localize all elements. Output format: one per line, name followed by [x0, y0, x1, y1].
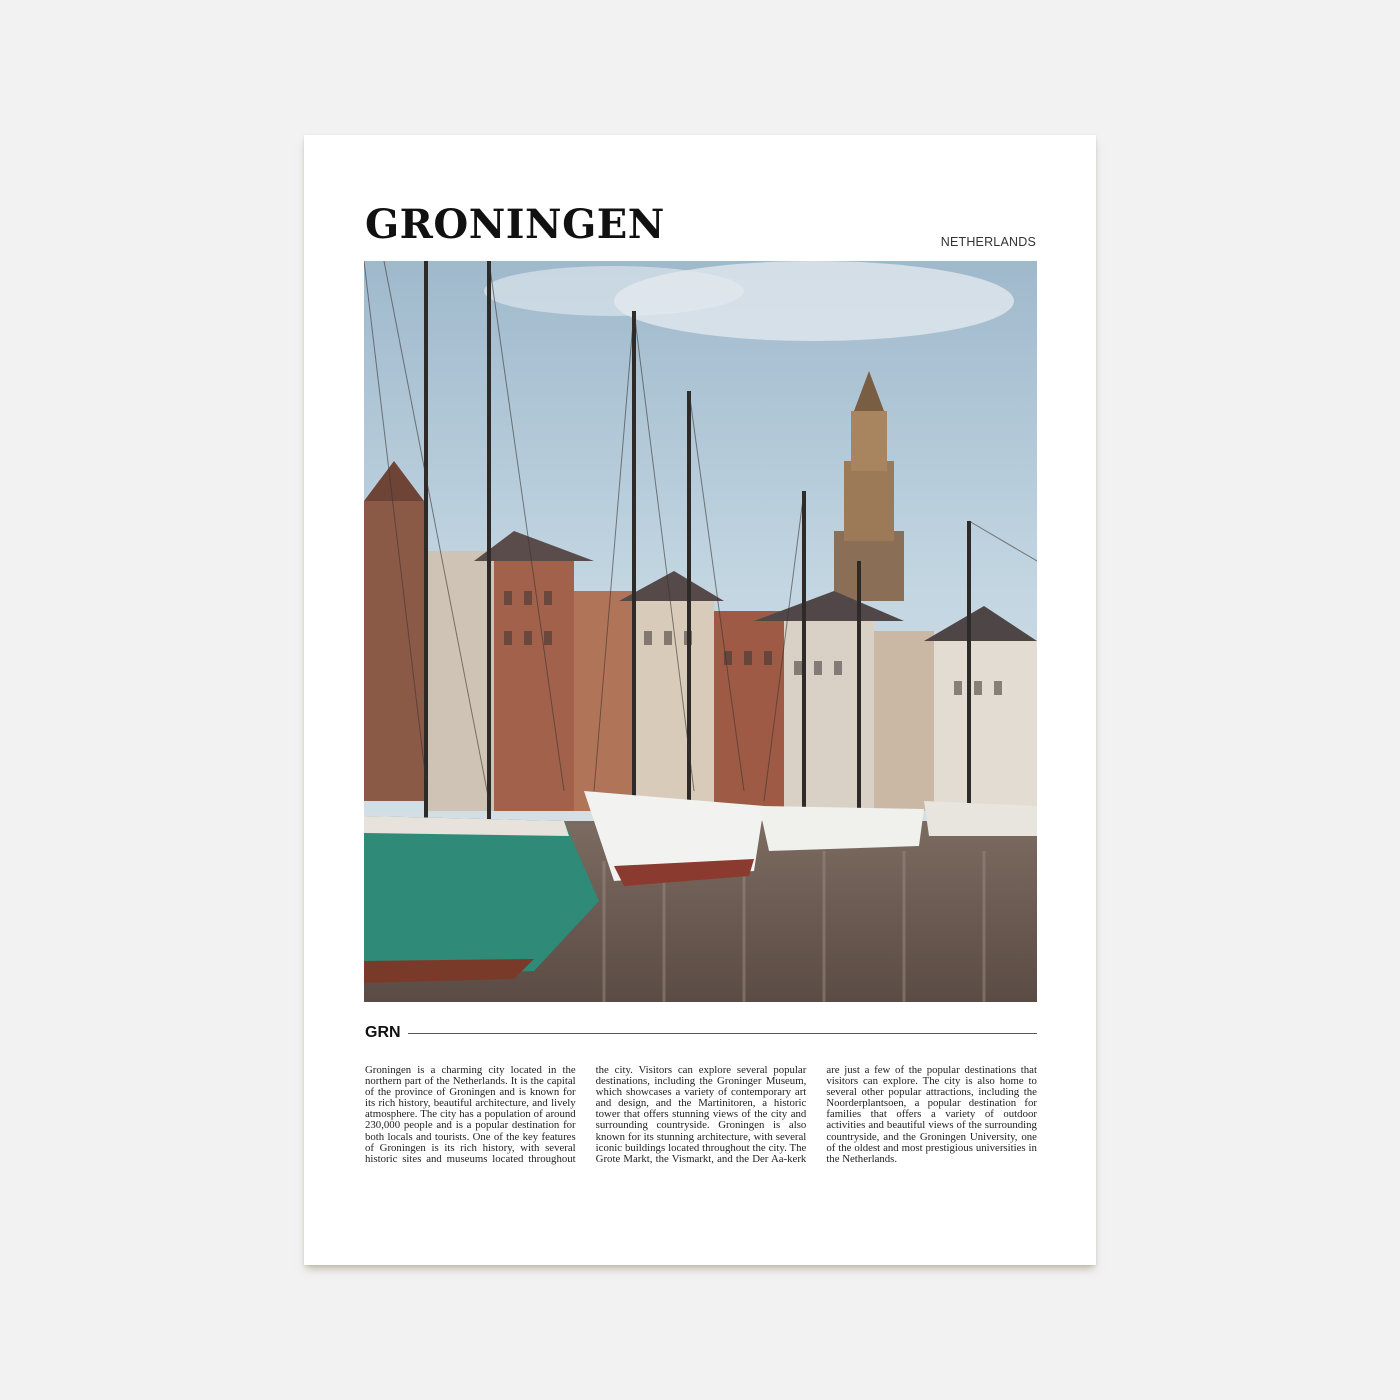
- poster-country: NETHERLANDS: [940, 235, 1036, 249]
- divider-line: [408, 1033, 1037, 1034]
- city-description: Groningen is a charming city located in the northern part of the Netherlands. It is the capital of the province of Groningen and is known for its rich history, beautiful architecture, and lively atmosphere. The city has a population of around 230,000 people and is a popular destination for both locals and tourists. One of the key features of Groningen is its rich history, with several historic sites and museums located throughout the city. Visitors can explore several popular destinations, including the Groninger Museum, which showcases a variety of contemporary art and design, and the Martinitoren, a historic tower that offers stunning views of the city and surrounding countryside. Groningen is also known for its stunning architecture, with several iconic buildings located throughout the city. The Grote Markt, the Vismarkt, and the Der Aa-kerk are just a few of the popular destinations that visitors can explore. The city is also home to several other popular attractions, including the Noorderplantsoen, a popular destination for families that offers a variety of outdoor activities and beautiful views of the surrounding countryside, and the Groningen University, one of the oldest and most prestigious universities in the Netherlands.: [365, 1064, 1037, 1165]
- poster-title: GRONINGEN: [365, 201, 665, 248]
- poster-card: [304, 135, 1096, 1265]
- city-photo: [364, 261, 1037, 1002]
- city-code: GRN: [365, 1024, 401, 1041]
